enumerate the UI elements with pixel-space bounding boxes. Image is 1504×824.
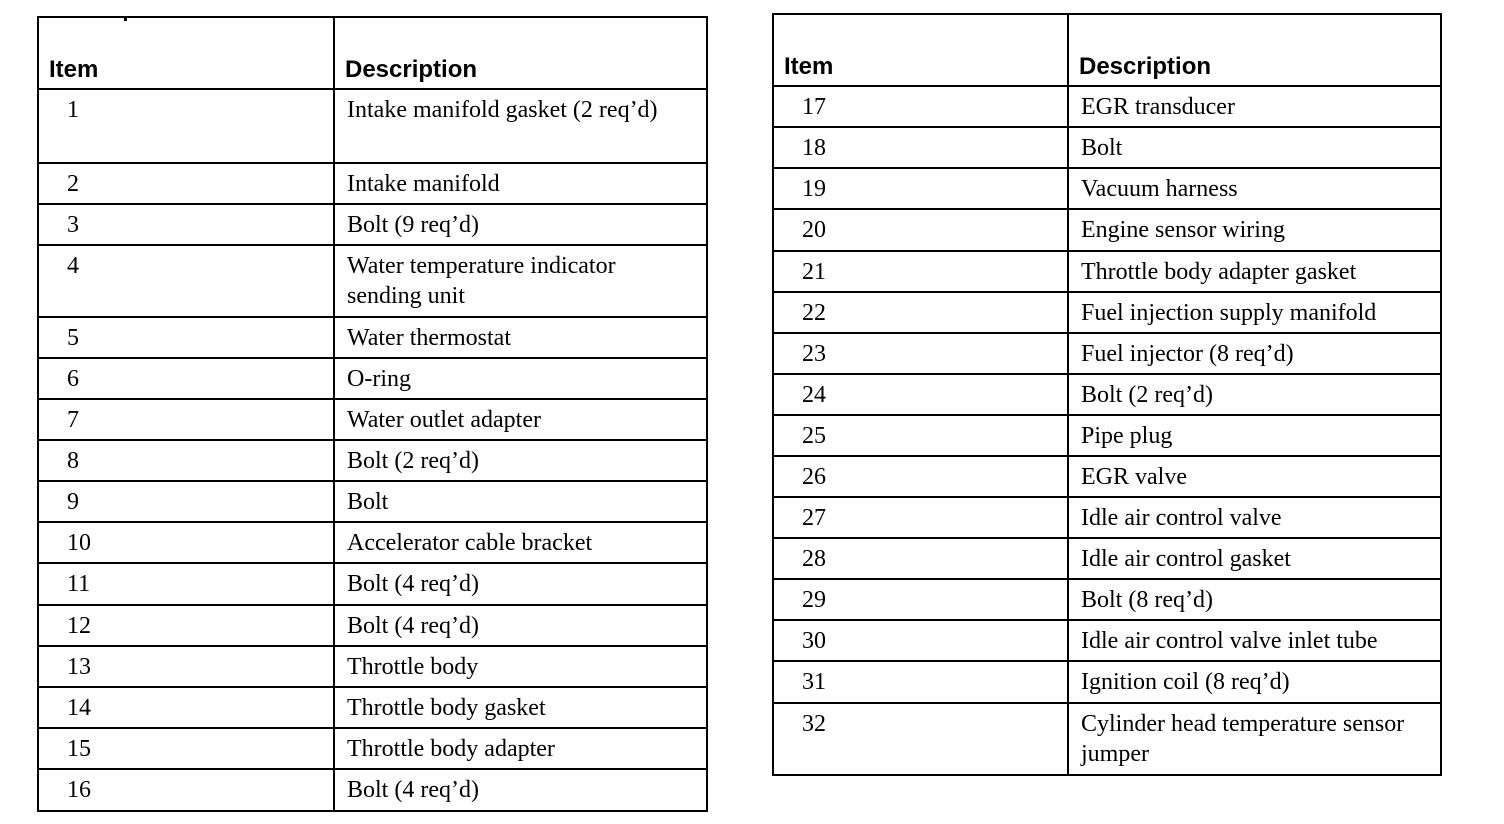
item-description: Vacuum harness (1068, 168, 1441, 209)
table-row (773, 209, 1441, 251)
item-column-header: Item (38, 17, 334, 89)
item-description: Bolt (334, 481, 707, 522)
item-number: 24 (773, 374, 1068, 415)
item-description: Bolt (2 req’d) (1068, 374, 1441, 415)
item-column-header: Item (773, 14, 1068, 86)
item-description: Bolt (4 req’d) (334, 605, 707, 646)
item-number: 21 (773, 251, 1068, 292)
item-description: Bolt (9 req’d) (334, 204, 707, 245)
item-number: 29 (773, 579, 1068, 620)
item-number: 6 (38, 358, 334, 399)
item-number: 30 (773, 620, 1068, 661)
description-column-header: Description (334, 17, 707, 89)
item-description: Bolt (8 req’d) (1068, 579, 1441, 620)
parts-table-left-body (38, 89, 707, 811)
table-header-row (38, 17, 707, 89)
item-description: Throttle body adapter gasket (1068, 251, 1441, 292)
table-row (38, 646, 707, 687)
table-row (38, 358, 707, 399)
item-number: 2 (38, 163, 334, 204)
table-row (38, 522, 707, 563)
item-description: EGR transducer (1068, 86, 1441, 127)
item-description: Bolt (2 req’d) (334, 440, 707, 481)
item-description: Water temperature indicator sending unit (334, 245, 707, 317)
parts-table-right (772, 13, 1442, 776)
item-number: 1 (38, 89, 334, 163)
table-row (38, 687, 707, 728)
item-description: Idle air control valve (1068, 497, 1441, 538)
item-description: Fuel injection supply manifold (1068, 292, 1441, 333)
item-number: 22 (773, 292, 1068, 333)
table-row (38, 163, 707, 204)
item-description: Accelerator cable bracket (334, 522, 707, 563)
item-description: Fuel injector (8 req’d) (1068, 333, 1441, 374)
table-row (38, 440, 707, 481)
item-number: 19 (773, 168, 1068, 209)
item-description: Throttle body gasket (334, 687, 707, 728)
item-number: 27 (773, 497, 1068, 538)
item-description: Idle air control gasket (1068, 538, 1441, 579)
item-number: 13 (38, 646, 334, 687)
item-description: Bolt (1068, 127, 1441, 168)
table-row (38, 769, 707, 811)
item-number: 3 (38, 204, 334, 245)
table-row (773, 620, 1441, 661)
item-description: Intake manifold (334, 163, 707, 204)
item-number: 18 (773, 127, 1068, 168)
table-row (38, 399, 707, 440)
item-number: 4 (38, 245, 334, 317)
table-row (38, 245, 707, 317)
item-description: Throttle body (334, 646, 707, 687)
item-description: Bolt (4 req’d) (334, 769, 707, 811)
table-row (773, 374, 1441, 415)
table-row (38, 204, 707, 245)
item-number: 12 (38, 605, 334, 646)
table-row (773, 168, 1441, 209)
item-description: Water thermostat (334, 317, 707, 358)
item-description: Ignition coil (8 req’d) (1068, 661, 1441, 703)
table-row (38, 89, 707, 163)
item-number: 15 (38, 728, 334, 769)
table-row (773, 86, 1441, 127)
item-description: Idle air control valve inlet tube (1068, 620, 1441, 661)
table-row (38, 728, 707, 769)
item-description: EGR valve (1068, 456, 1441, 497)
item-number: 31 (773, 661, 1068, 703)
item-description: Intake manifold gasket (2 req’d) (334, 89, 707, 163)
item-description: O-ring (334, 358, 707, 399)
table-row (773, 703, 1441, 775)
table-row (773, 497, 1441, 538)
table-row (38, 605, 707, 646)
item-number: 32 (773, 703, 1068, 775)
table-row (773, 538, 1441, 579)
item-number: 25 (773, 415, 1068, 456)
parts-table-left (37, 16, 708, 812)
table-row (773, 661, 1441, 703)
item-number: 10 (38, 522, 334, 563)
item-description: Water outlet adapter (334, 399, 707, 440)
table-row (38, 481, 707, 522)
description-column-header: Description (1068, 14, 1441, 86)
item-description: Pipe plug (1068, 415, 1441, 456)
item-number: 20 (773, 209, 1068, 251)
table-row (773, 127, 1441, 168)
item-number: 8 (38, 440, 334, 481)
item-number: 5 (38, 317, 334, 358)
item-number: 11 (38, 563, 334, 605)
parts-table-right-body (773, 86, 1441, 775)
table-row (773, 415, 1441, 456)
item-description: Cylinder head temperature sensor jumper (1068, 703, 1441, 775)
item-description: Engine sensor wiring (1068, 209, 1441, 251)
item-number: 26 (773, 456, 1068, 497)
table-row (773, 251, 1441, 292)
table-row (773, 333, 1441, 374)
item-number: 14 (38, 687, 334, 728)
table-row (773, 456, 1441, 497)
table-header-row (773, 14, 1441, 86)
item-number: 16 (38, 769, 334, 811)
item-number: 17 (773, 86, 1068, 127)
item-number: 28 (773, 538, 1068, 579)
item-number: 23 (773, 333, 1068, 374)
table-row (773, 579, 1441, 620)
table-row (38, 317, 707, 358)
item-description: Bolt (4 req’d) (334, 563, 707, 605)
table-row (38, 563, 707, 605)
item-number: 9 (38, 481, 334, 522)
item-description: Throttle body adapter (334, 728, 707, 769)
item-number: 7 (38, 399, 334, 440)
table-row (773, 292, 1441, 333)
